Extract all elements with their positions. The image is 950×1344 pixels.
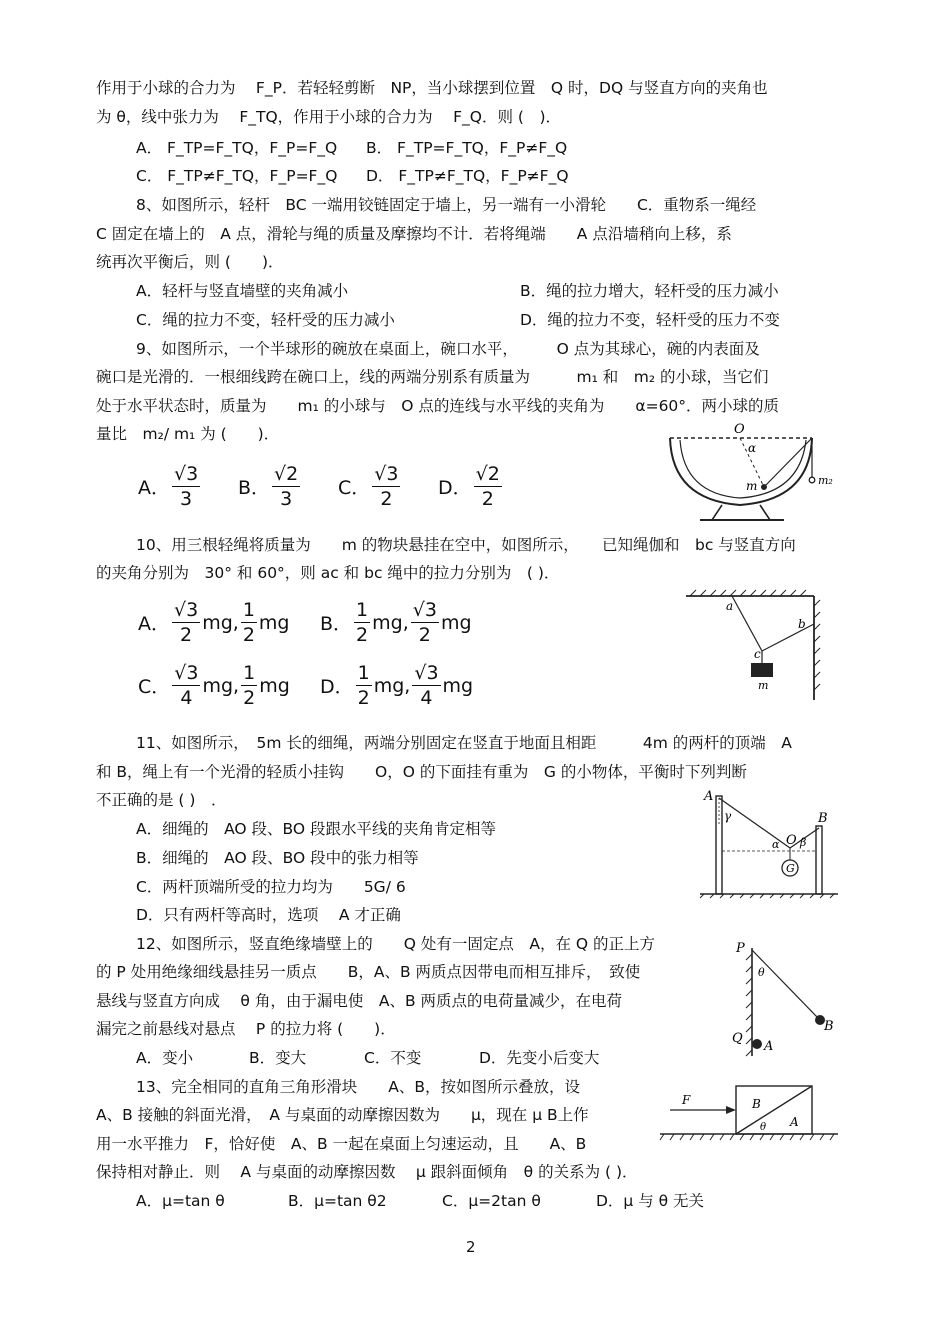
q13-line-3: 用一水平推力 F，恰好使 A、B 一起在桌面上匀速运动，且 A、B (96, 1135, 587, 1153)
label-pole-b: B (818, 811, 828, 826)
q12-line-2: 的 P 处用绝缘细线悬挂另一质点 B，A、B 两质点因带电而相互排斥， 致使 (96, 963, 641, 981)
q12-line-1: 12、如图所示，竖直绝缘墙壁上的 Q 处有一固定点 A，在 Q 的正上方 (136, 935, 656, 953)
intro-option-d: D． F_TP≠F_TQ，F_P≠F_Q (366, 167, 569, 185)
label-q: Q (732, 1031, 743, 1046)
q12-line-4: 漏完之前悬线对悬点 P 的拉力将 ( )． (96, 1020, 396, 1038)
label-pole-a: A (704, 789, 714, 804)
q8-option-a: A．轻杆与竖直墙壁的夹角减小 (136, 282, 349, 300)
q11-line-3: 不正确的是 ( ) ． (96, 791, 227, 809)
q11-line-2: 和 B，绳上有一个光滑的轻质小挂钩 O，O 的下面挂有重为 G 的小物体，平衡时下列判断 (96, 763, 747, 781)
label-g: G (786, 862, 795, 875)
q13-option-d: D．μ 与 θ 无关 (596, 1192, 705, 1210)
particle-a (752, 1039, 762, 1049)
q13-line-1: 13、完全相同的直角三角形滑块 A、B，按如图所示叠放，设 (136, 1078, 580, 1096)
q8-line-1: 8、如图所示，轻杆 BC 一端用铰链固定于墙上，另一端有一小滑轮 C．重物系一绳经 (136, 196, 757, 214)
label-m1: m (746, 479, 758, 493)
q10-option-a: A． $\frac{√3}{2}$ mg, $\frac{1}{2}$ mg (138, 599, 290, 646)
q13-line-4: 保持相对静止．则 A 与桌面的动摩擦因数 μ 跟斜面倾角 θ 的关系为 ( )． (96, 1163, 638, 1181)
page-number: 2 (466, 1238, 476, 1256)
q12-option-b: B．变大 (249, 1049, 307, 1067)
q9-bowl-figure (660, 420, 850, 530)
q13-line-2: A、B 接触的斜面光滑， A 与桌面的动摩擦因数为 μ，现在 μ B上作 (96, 1106, 589, 1124)
q9-option-c: C． $\frac{√3}{2}$ (338, 463, 399, 510)
q12-option-c: C．不变 (364, 1049, 422, 1067)
label-p: P (736, 941, 745, 956)
q9-line-2: 碗口是光滑的．一根细线跨在碗口上，线的两端分别系有质量为 m₁ 和 m₂ 的小球，当它们 (96, 368, 769, 386)
q13-sliders-figure (660, 1078, 840, 1148)
intro-option-a: A． F_TP=F_TQ，F_P=F_Q (136, 139, 338, 157)
label-hook-o: O (786, 833, 797, 848)
q8-option-c: C．绳的拉力不变，轻杆受的压力减小 (136, 311, 395, 329)
q11-option-c: C．两杆顶端所受的拉力均为 5G/ 6 (136, 878, 406, 896)
label-alpha: α (772, 838, 780, 851)
q12-line-3: 悬线与竖直方向成 θ 角，由于漏电使 A、B 两质点的电荷量减少，在电荷 (96, 992, 623, 1010)
q11-two-poles-figure (700, 786, 840, 898)
q12-option-a: A．变小 (136, 1049, 194, 1067)
q8-option-d: D．绳的拉力不变，轻杆受的压力不变 (520, 311, 780, 329)
q10-line-2: 的夹角分别为 30° 和 60°，则 ac 和 bc 绳中的拉力分别为 ( )． (96, 564, 560, 582)
intro-line-1: 作用于小球的合力为 F_P．若轻轻剪断 NP，当小球摆到位置 Q 时，DQ 与竖直方向的夹角也 (96, 79, 768, 97)
q11-line-1: 11、如图所示， 5m 长的细绳，两端分别固定在竖直于地面且相距 4m 的两杆的顶端 A (136, 734, 792, 752)
label-m2: m₂ (818, 474, 833, 487)
label-gamma: γ (724, 809, 732, 823)
q9-option-b: B． $\frac{√2}{3}$ (238, 463, 299, 510)
q9-option-d: D． $\frac{√2}{2}$ (438, 463, 500, 510)
label-alpha: α (748, 441, 757, 455)
q9-line-3: 处于水平状态时，质量为 m₁ 的小球与 O 点的连线与水平线的夹角为 α=60°．两小球的质 (96, 397, 780, 415)
intro-option-c: C． F_TP≠F_TQ，F_P=F_Q (136, 167, 338, 185)
label-c: c (754, 647, 761, 661)
label-theta: θ (760, 1122, 767, 1133)
label-f: F (682, 1093, 691, 1107)
q9-line-4: 量比 m₂/ m₁ 为 ( )． (96, 425, 280, 443)
intro-option-b: B． F_TP=F_TQ，F_P≠F_Q (366, 139, 568, 157)
block-m (751, 663, 773, 677)
q11-option-b: B．细绳的 AO 段、BO 段中的张力相等 (136, 849, 419, 867)
q10-option-c: C． $\frac{√3}{4}$ mg, $\frac{1}{2}$ mg (138, 662, 290, 709)
q8-line-3: 统再次平衡后，则 ( )． (96, 253, 284, 271)
label-a: A (764, 1039, 774, 1054)
q13-option-a: A．μ=tan θ (136, 1192, 225, 1210)
label-theta: θ (758, 966, 765, 979)
ball-m2 (809, 477, 815, 483)
label-a: A (790, 1115, 799, 1129)
q12-option-d: D．先变小后变大 (479, 1049, 600, 1067)
q10-option-b: B． $\frac{1}{2}$ mg, $\frac{√3}{2}$ mg (320, 599, 472, 646)
label-a: a (726, 599, 734, 613)
q9-option-a: A． $\frac{√3}{3}$ (138, 463, 199, 510)
label-m: m (758, 679, 769, 692)
q10-hanging-block-figure (684, 588, 829, 700)
q10-option-d: D． $\frac{1}{2}$ mg, $\frac{√3}{4}$ mg (320, 662, 474, 709)
q13-option-b: B．μ=tan θ2 (288, 1192, 387, 1210)
force-arrow (726, 1106, 736, 1114)
intro-line-2: 为 θ，线中张力为 F_TQ，作用于小球的合力为 F_Q．则 ( )． (96, 108, 561, 126)
label-beta: β (800, 836, 807, 849)
q11-option-d: D．只有两杆等高时，选项 A 才正确 (136, 906, 401, 924)
q12-charged-particles-figure (726, 938, 836, 1058)
q8-line-2: C 固定在墙上的 A 点，滑轮与绳的质量及摩擦均不计．若将绳端 A 点沿墙稍向上移，系 (96, 225, 732, 243)
q9-line-1: 9、如图所示，一个半球形的碗放在桌面上，碗口水平， O 点为其球心，碗的内表面及 (136, 340, 760, 358)
q8-option-b: B．绳的拉力增大，轻杆受的压力减小 (520, 282, 779, 300)
label-o: O (734, 422, 745, 437)
label-b: B (752, 1097, 761, 1111)
q10-line-1: 10、用三根轻绳将质量为 m 的物块悬挂在空中，如图所示， 已知绳伽和 bc 与竖直方向 (136, 536, 796, 554)
q13-option-c: C．μ=2tan θ (442, 1192, 541, 1210)
label-b: B (824, 1019, 834, 1034)
q11-option-a: A．细绳的 AO 段、BO 段跟水平线的夹角肯定相等 (136, 820, 497, 838)
ball-m1 (761, 484, 767, 490)
label-b: b (798, 617, 806, 631)
